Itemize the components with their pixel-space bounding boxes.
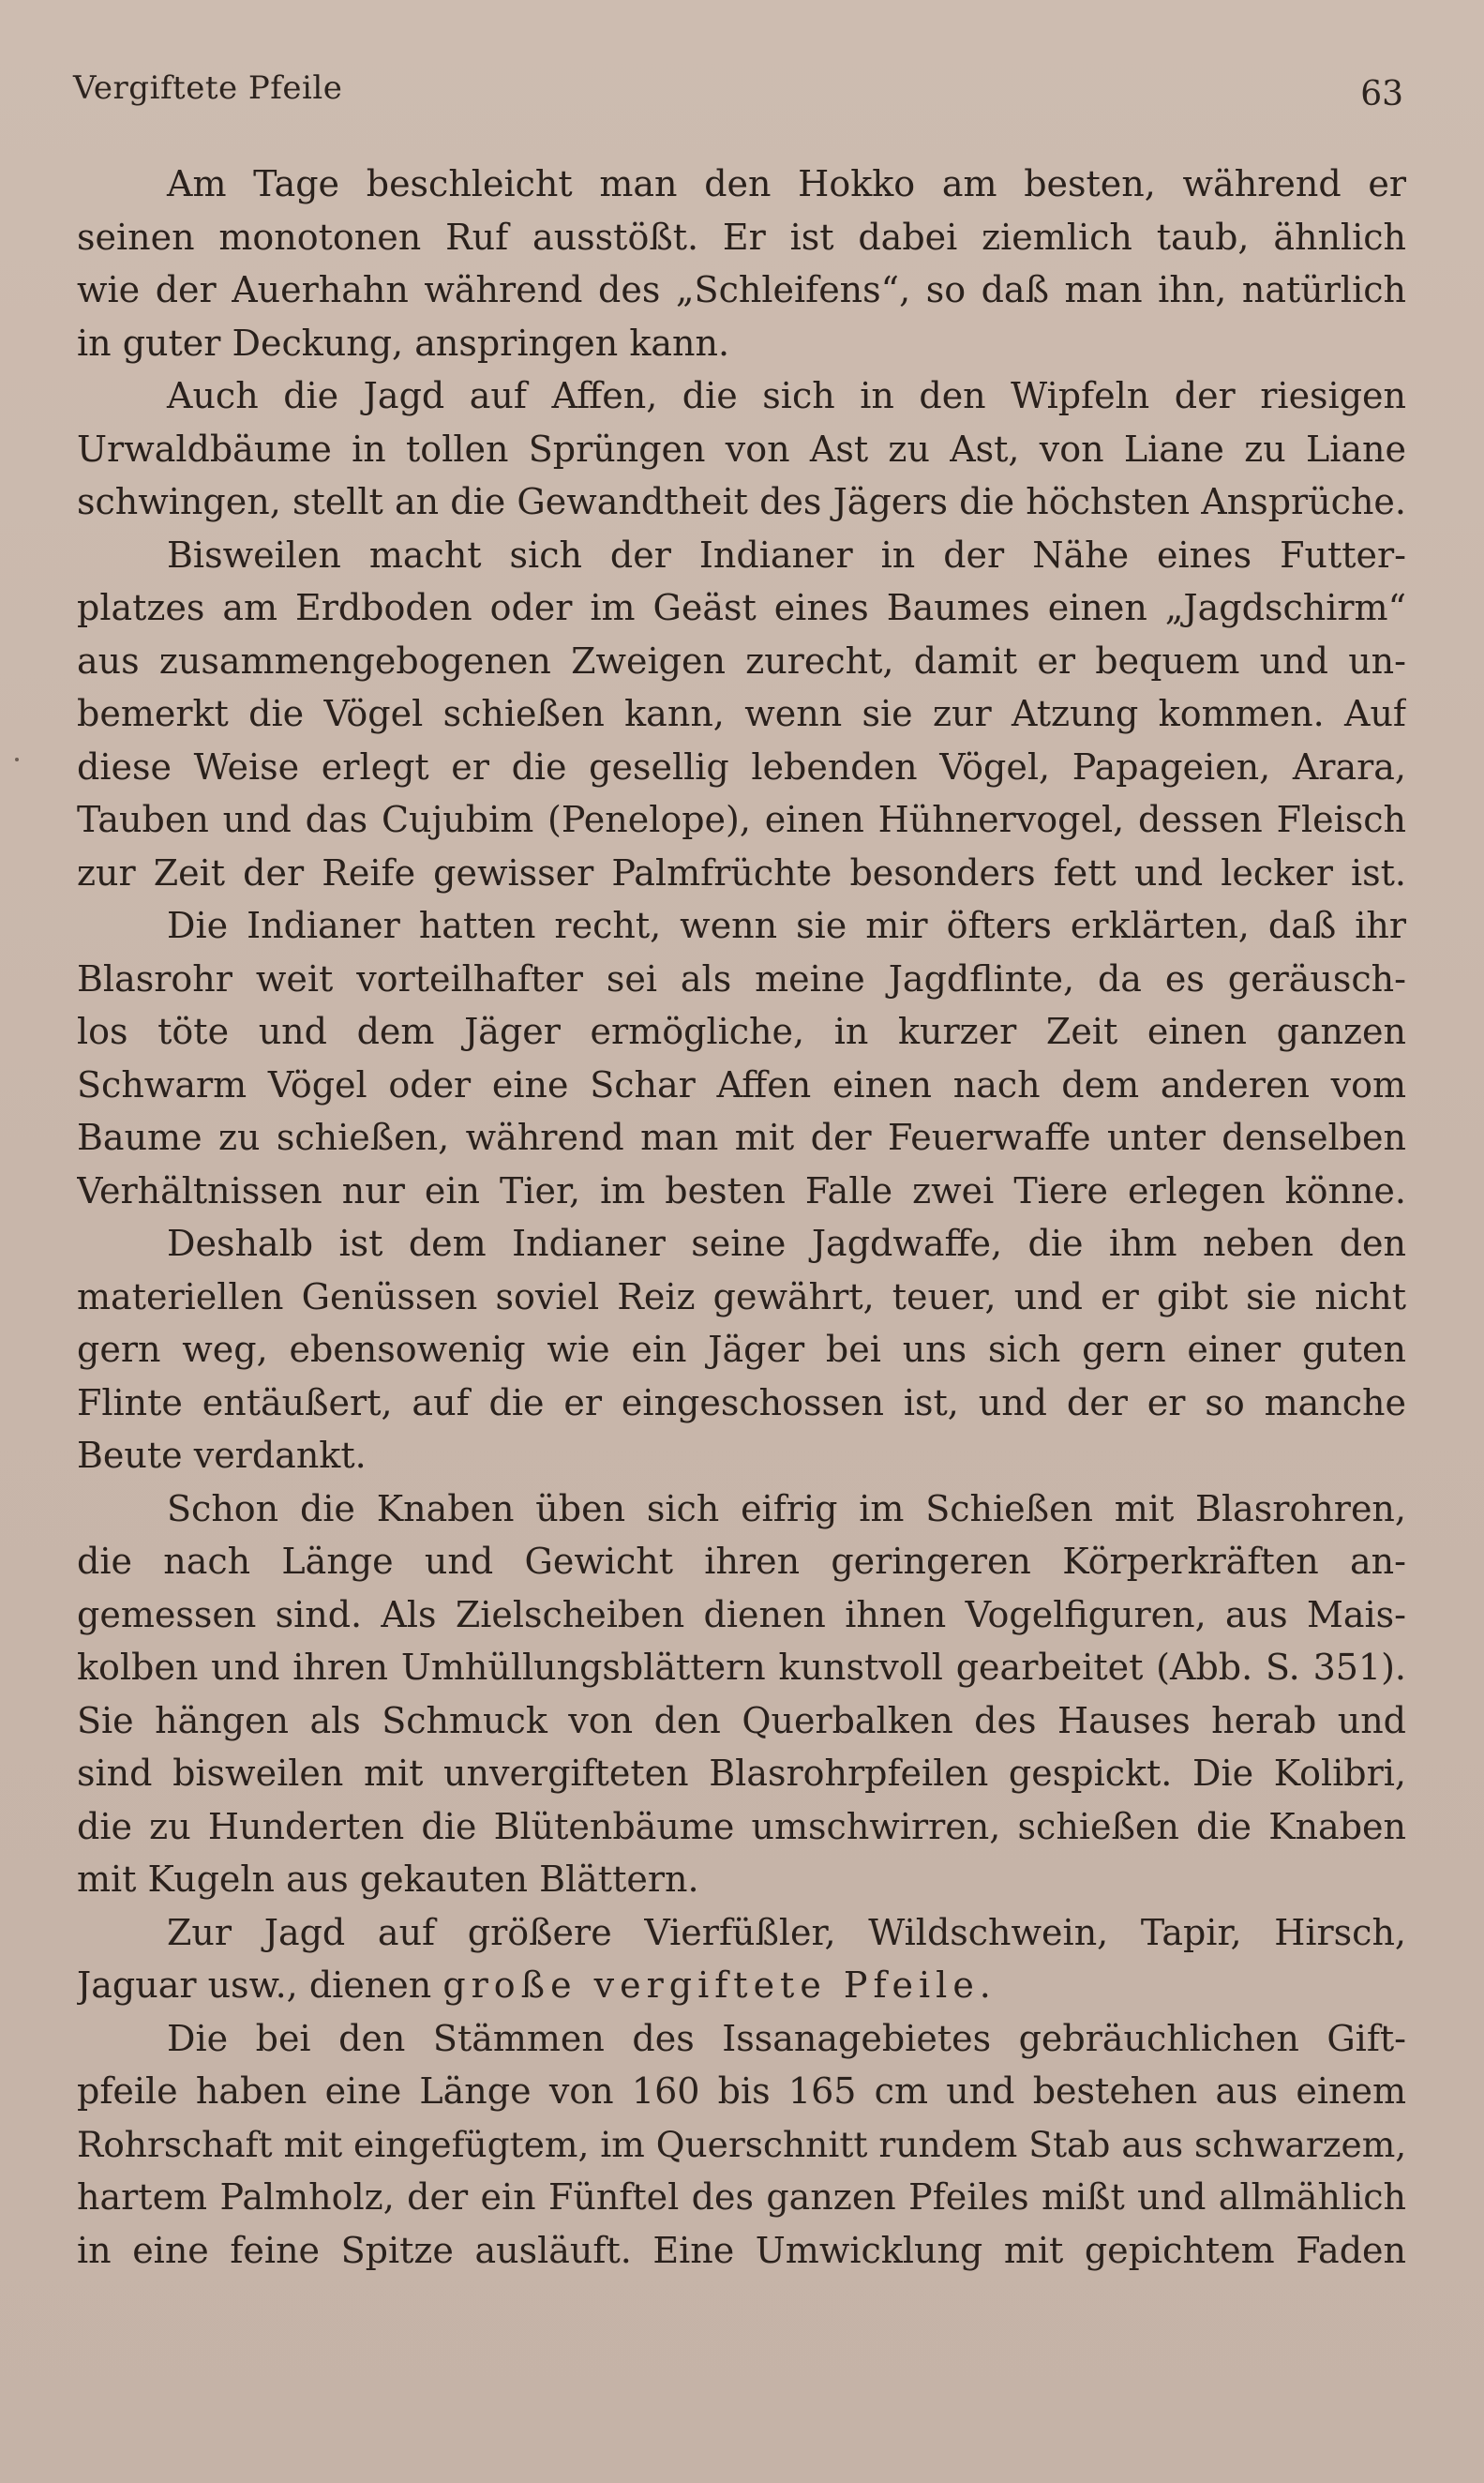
- page-number: 63: [1360, 75, 1403, 113]
- text-line: diese Weise erlegt er die gesellig lebenden Vögel, Papageien, Arara,: [77, 745, 1406, 788]
- text-line: Deshalb ist dem Indianer seine Jagdwaffe, die ihm neben den: [167, 1223, 1406, 1264]
- text-line: Auch die Jagd auf Affen, die sich in den Wipfeln der riesigen: [167, 375, 1406, 416]
- body-text: [77, 158, 1406, 2277]
- paper-speck: [15, 758, 19, 761]
- text-line: materiellen Genüssen soviel Reiz gewährt, teuer, und er gibt sie nicht: [77, 1275, 1406, 1317]
- text-line: Schwarm Vögel oder eine Schar Affen einen nach dem anderen vom: [77, 1063, 1406, 1106]
- text-line: kolben und ihren Umhüllungsblättern kunstvoll gearbeitet (Abb. S. 351).: [77, 1647, 1406, 1688]
- text-line: Baume zu schießen, während man mit der Feuerwaffe unter denselben: [77, 1117, 1406, 1158]
- text-line: Die bei den Stämmen des Issanagebietes gebräuchlichen Gift-: [167, 2017, 1406, 2059]
- text-line: Flinte entäußert, auf die er eingeschossen ist, und der er so manche: [77, 1381, 1406, 1423]
- text-line: Bisweilen macht sich der Indianer in der Nähe eines Futter-: [167, 534, 1406, 576]
- text-line: bemerkt die Vögel schießen kann, wenn sie zur Atzung kommen. Auf: [77, 693, 1406, 734]
- text-line: gemessen sind. Als Zielscheiben dienen ihnen Vogelfiguren, aus Mais-: [77, 1593, 1406, 1635]
- text-line: die nach Länge und Gewicht ihren geringeren Körperkräften an-: [77, 1541, 1406, 1582]
- text-line: seinen monotonen Ruf ausstößt. Er ist dabei ziemlich taub, ähnlich: [77, 216, 1406, 258]
- text-line: hartem Palmholz, der ein Fünftel des ganzen Pfeiles mißt und allmählich: [77, 2176, 1406, 2218]
- text-line: wie der Auerhahn während des „Schleifens“, so daß man ihn, natürlich: [77, 269, 1406, 310]
- text-line: sind bisweilen mit unvergifteten Blasrohrpfeilen gespickt. Die Kolibri,: [77, 1753, 1406, 1794]
- text-line: Jaguar usw., dienen große vergiftete Pfeile.: [77, 1964, 997, 2006]
- text-line: aus zusammengebogenen Zweigen zurecht, damit er bequem und un-: [77, 640, 1406, 682]
- text-line: zur Zeit der Reife gewisser Palmfrüchte besonders fett und lecker ist.: [77, 851, 1406, 894]
- text-line: mit Kugeln aus gekauten Blättern.: [77, 1858, 699, 1900]
- text-line: platzes am Erdboden oder im Geäst eines Baumes einen „Jagdschirm“: [77, 587, 1406, 628]
- text-line: in guter Deckung, anspringen kann.: [77, 322, 730, 364]
- text-line: Zur Jagd auf größere Vierfüßler, Wildschwein, Tapir, Hirsch,: [167, 1911, 1406, 1953]
- running-head: Vergiftete Pfeile: [73, 69, 343, 107]
- text-line: pfeile haben eine Länge von 160 bis 165 cm und bestehen aus einem: [77, 2070, 1406, 2112]
- text-line: Die Indianer hatten recht, wenn sie mir öfters erklärten, daß ihr: [167, 905, 1406, 946]
- text-line: Tauben und das Cujubim (Penelope), einen Hühnervogel, dessen Fleisch: [77, 799, 1406, 840]
- text-line: Verhältnissen nur ein Tier, im besten Falle zwei Tiere erlegen könne.: [77, 1169, 1406, 1211]
- text-line: Beute verdankt.: [77, 1435, 367, 1476]
- text-line: Sie hängen als Schmuck von den Querbalken des Hauses herab und: [77, 1699, 1406, 1741]
- text-line: Am Tage beschleicht man den Hokko am besten, während er: [167, 163, 1406, 204]
- text-line: die zu Hunderten die Blütenbäume umschwirren, schießen die Knaben: [77, 1805, 1406, 1847]
- text-line: Rohrschaft mit eingefügtem, im Querschnitt rundem Stab aus schwarzem,: [77, 2123, 1406, 2165]
- text-line: gern weg, ebensowenig wie ein Jäger bei uns sich gern einer guten: [77, 1329, 1406, 1370]
- text-line: los töte und dem Jäger ermögliche, in kurzer Zeit einen ganzen: [77, 1011, 1406, 1052]
- text-line: Schon die Knaben üben sich eifrig im Schießen mit Blasrohren,: [167, 1487, 1406, 1529]
- text-line: Urwaldbäume in tollen Sprüngen von Ast zu Ast, von Liane zu Liane: [77, 428, 1406, 470]
- text-line: schwingen, stellt an die Gewandtheit des Jägers die höchsten Ansprüche.: [77, 481, 1406, 522]
- text-line: Blasrohr weit vorteilhafter sei als meine Jagdflinte, da es geräusch-: [77, 957, 1406, 1000]
- text-line: in eine feine Spitze ausläuft. Eine Umwicklung mit gepichtem Faden: [77, 2229, 1406, 2271]
- emphasis-spaced: große vergiftete Pfeile.: [442, 1964, 997, 2006]
